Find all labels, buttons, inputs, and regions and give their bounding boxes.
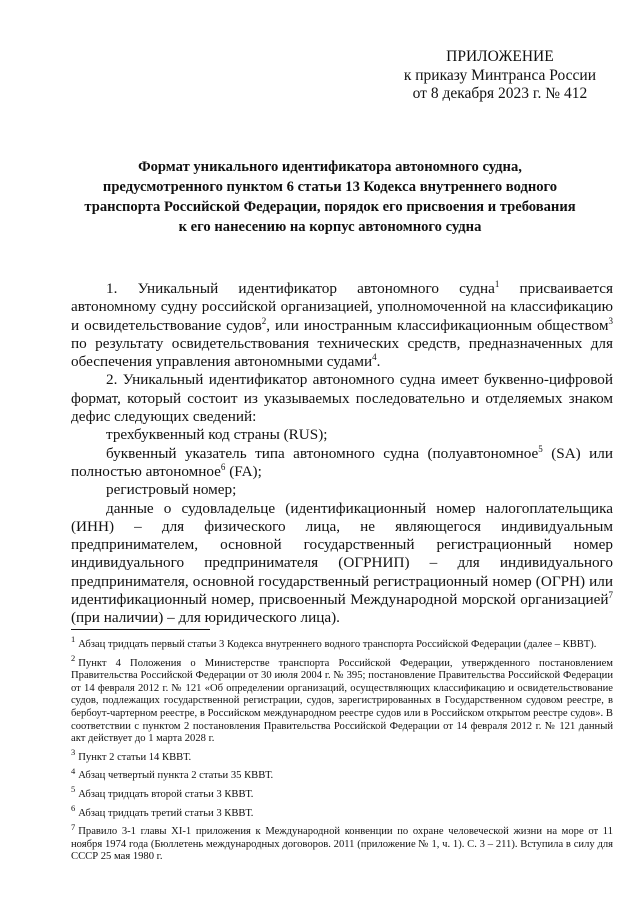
footnote-ref: 2: [261, 315, 267, 326]
footnote-ref: 6: [220, 461, 226, 472]
title-line: транспорта Российской Федерации, порядок его присвоения и требования: [84, 199, 576, 215]
list-item-owner-data: [71, 500, 613, 628]
paragraph-text: присваивается автономному судну российской организацией, уполномоченной на классификацию и освидетельствование судов: [71, 280, 613, 334]
title-line: предусмотренного пунктом 6 статьи 13 Кодекса внутреннего водного: [102, 179, 558, 195]
paragraph-text: (FA);: [225, 462, 262, 480]
footnote-text: Пункт 4 Положения о Министерстве транспорта Российской Федерации, утвержденного постановлением Правительства Российской Федерации от 30 июля 2004 г. № 395; постановление Правительства Российской Федерации от 14 февраля 2012 г. № 121 «Об определении организаций, осуществляющих классификацию и освидетельствование судов, подлежащих государственной регистрации, судов, зарегистрированных в Государственном судовом реестре, в бербоут-чартерном реестре, в Российском международном реестре судов или в Российском открытом реестре судов». В соответствии с пунктом 2 постановления Правительства Российской Федерации от 14 февраля 2012 г. № 121 данный акт действует до 1 марта 2028 г.: [71, 657, 613, 745]
paragraph-text: 1. Уникальный идентификатор автономного судна: [106, 280, 495, 297]
footnote-number: 5: [71, 784, 76, 795]
footnotes: [71, 634, 613, 870]
footnote-ref: 7: [608, 589, 613, 600]
appendix-label: ПРИЛОЖЕНИЕ: [446, 48, 554, 65]
footnote-number: 7: [71, 821, 76, 832]
footnote-separator: [71, 629, 210, 630]
footnote: [71, 765, 613, 783]
paragraph-text: .: [376, 353, 381, 371]
paragraph-text: , или иностранным классификационным обществом: [266, 316, 609, 334]
footnote-ref: 4: [372, 352, 377, 363]
footnote-text: Правило 3-1 главы XI-1 приложения к Международной конвенции по охране человеческой жизни на море от 11 ноября 1974 года (Бюллетень международных договоров. 2011 (приложение № 1, ч. 1). С. 3 – 211). Вступила в силу для СССР 25 мая 1980 г.: [71, 826, 613, 863]
appendix-header: [404, 48, 596, 104]
footnote-text: Пункт 2 статьи 14 КВВТ.: [78, 751, 192, 763]
footnote-text: Абзац тридцать второй статьи 3 КВВТ.: [78, 788, 254, 800]
paragraph-text: буквенный указатель типа автономного судна (полуавтономное: [106, 444, 539, 462]
footnote-number: 4: [71, 765, 76, 776]
order-date-number: от 8 декабря 2023 г. № 412: [412, 85, 588, 102]
footnote-number: 3: [71, 747, 76, 758]
list-item-country-code: трехбуквенный код страны (RUS);: [106, 426, 328, 444]
footnote-ref: 5: [538, 443, 543, 454]
title-line: Формат уникального идентификатора автономного судна,: [138, 159, 522, 175]
footnote: [71, 653, 613, 746]
title-line: к его нанесению на корпус автономного судна: [178, 219, 482, 235]
footnote: [71, 803, 613, 821]
footnote-number: 2: [71, 653, 76, 664]
footnote: [71, 784, 613, 802]
paragraph-2: 2. Уникальный идентификатор автономного судна имеет буквенно-цифровой формат, который состоит из указываемых последовательно и отделяемых знаком дефис следующих сведений:: [71, 371, 613, 426]
footnote-number: 1: [71, 634, 76, 645]
footnote-text: Абзац четвертый пункта 2 статьи 35 КВВТ.: [78, 770, 274, 782]
footnote: [71, 821, 613, 864]
footnote-number: 6: [71, 803, 76, 813]
footnote-text: Абзац тридцать третий статьи 3 КВВТ.: [78, 807, 254, 819]
footnote: [71, 747, 613, 765]
footnote-ref: 3: [608, 315, 613, 326]
paragraph-text: (SA) или полностью автономное: [71, 444, 613, 480]
footnote-ref: 1: [494, 278, 500, 289]
list-item-register-number: регистровый номер;: [106, 481, 237, 499]
paragraph-1: [71, 280, 613, 371]
footnote-text: Абзац тридцать первый статьи 3 Кодекса внутреннего водного транспорта Российской Федерации (далее – КВВТ).: [78, 639, 597, 650]
footnote: [71, 634, 613, 652]
paragraph-text: (при наличии) – для юридического лица).: [71, 609, 340, 627]
paragraph-text: данные о судовладельце (идентификационный номер налогоплательщика (ИНН) – для физического лица, не являющегося индивидуальным предпринимателем, основной государственный регистрационный номер индивидуального предпринимателя (ОГРНИП) – для индивидуального предпринимателя, основной государственный регистрационный номер (ОГРН) или идентификационный номер, присвоенный Международной морской организацией: [71, 499, 613, 609]
list-item-type-indicator: [71, 445, 613, 482]
paragraph-text: по результату освидетельствования технических средств, предназначенных для обеспечения управления автономными судами: [71, 334, 613, 371]
document-body: [71, 280, 613, 628]
document-title: [80, 157, 580, 237]
order-reference: к приказу Минтранса России: [403, 66, 596, 84]
